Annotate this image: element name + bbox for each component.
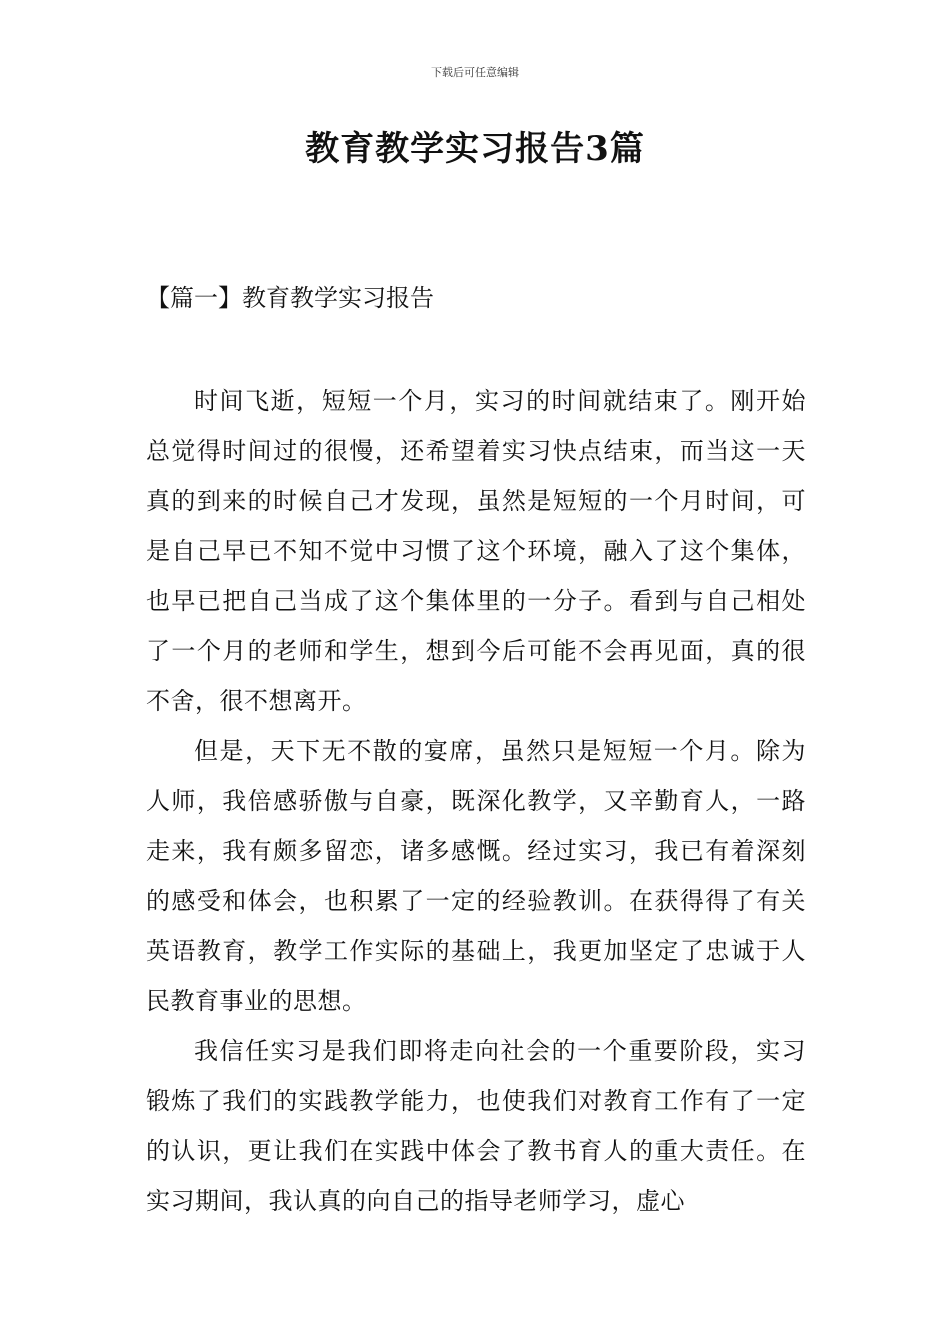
paragraph-1: 时间飞逝，短短一个月，实习的时间就结束了。刚开始总觉得时间过的很慢，还希望着实习快点结束，而当这一天真的到来的时候自己才发现，虽然是短短的一个月时间，可是自己早已不知不觉中习惯了这个环境，融入了这个集体，也早已把自己当成了这个集体里的一分子。看到与自己相处了一个月的老师和学生，想到今后可能不会再见面，真的很不舍，很不想离开。: [146, 387, 806, 715]
section-body: [146, 376, 806, 1226]
section-heading: 【篇一】教育教学实习报告: [146, 284, 434, 312]
header-note: 下载后可任意编辑: [431, 66, 519, 79]
document-title: 教育教学实习报告3篇: [305, 129, 645, 169]
paragraph-3: 我信任实习是我们即将走向社会的一个重要阶段，实习锻炼了我们的实践教学能力，也使我们对教育工作有了一定的认识，更让我们在实践中体会了教书育人的重大责任。在实习期间，我认真的向自己的指导老师学习，虚心: [146, 1037, 806, 1215]
paragraph-2: 但是，天下无不散的宴席，虽然只是短短一个月。除为人师，我倍感骄傲与自豪，既深化教学，又辛勤育人，一路走来，我有颇多留恋，诸多感慨。经过实习，我已有着深刻的感受和体会，也积累了一定的经验教训。在获得得了有关英语教育，教学工作实际的基础上，我更加坚定了忠诚于人民教育事业的思想。: [146, 737, 806, 1015]
